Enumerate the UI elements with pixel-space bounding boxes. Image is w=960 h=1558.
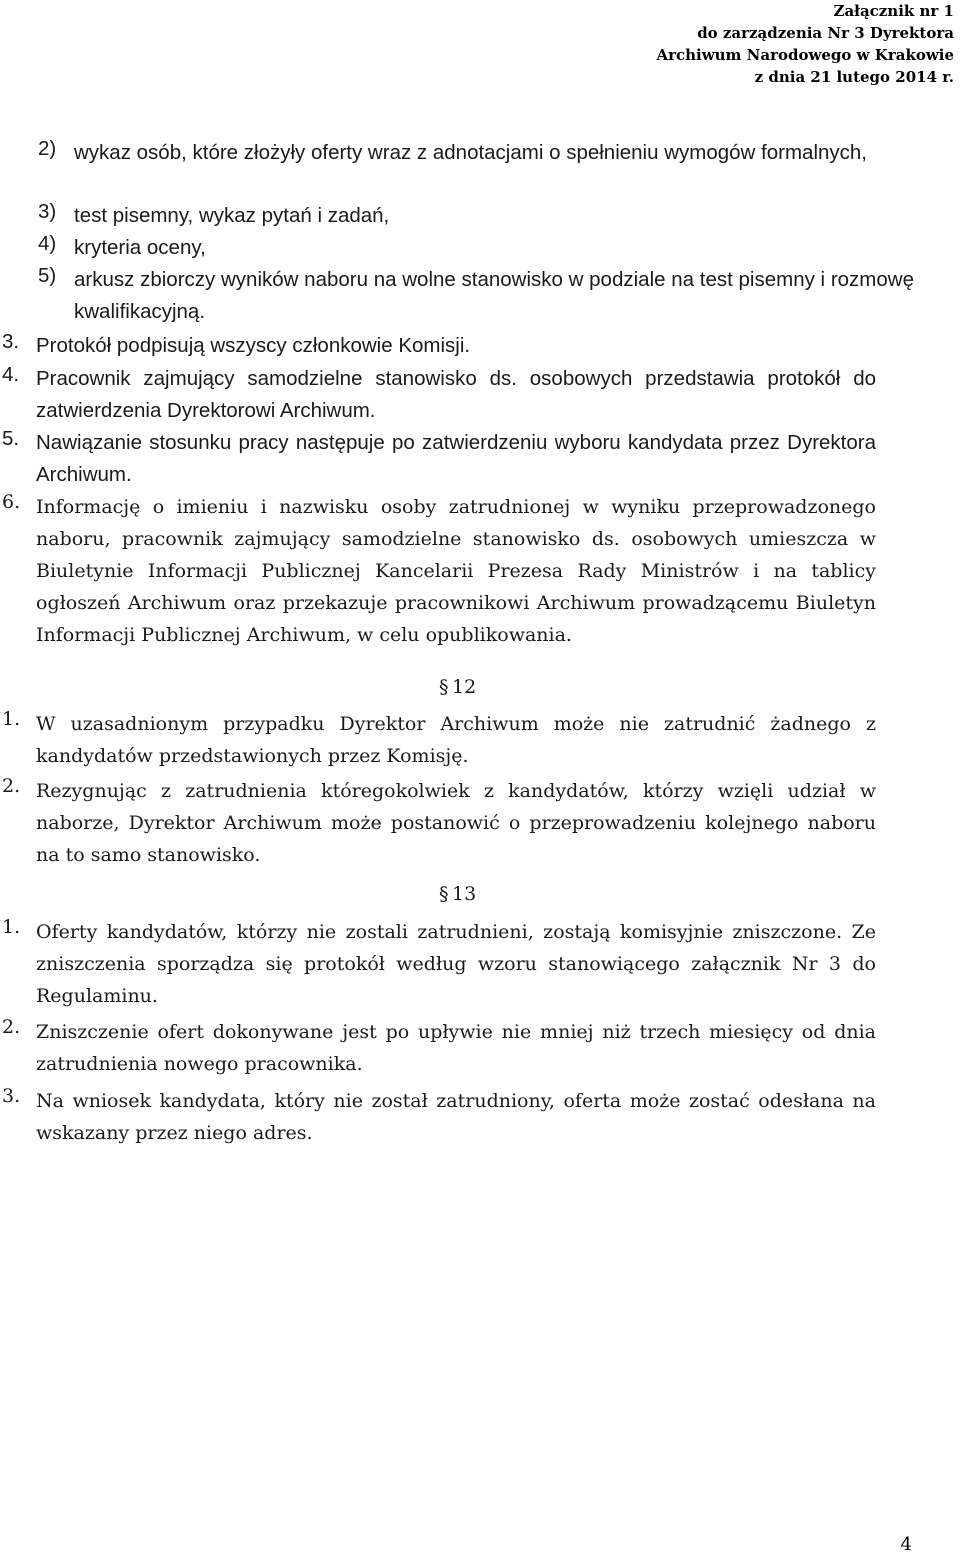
header-line-3: Archiwum Narodowego w Krakowie: [656, 46, 954, 64]
list-item: [0, 330, 876, 362]
list-item: [0, 1016, 876, 1080]
attachment-header: [656, 0, 954, 88]
header-line-2: do zarządzenia Nr 3 Dyrektora: [697, 24, 954, 42]
list-item-text: Oferty kandydatów, którzy nie zostali zatrudnieni, zostają komisyjnie zniszczone. Ze zniszczenia sporządza się protokół według wzoru stanowiącego załącznik Nr 3 do Regulaminu.: [36, 921, 876, 1007]
list-item-text: Informację o imieniu i nazwisku osoby zatrudnionej w wyniku przeprowadzonego naboru, pracownik zajmujący samodzielne stanowisko ds. osobowych umieszcza w Biuletynie Informacji Publicznej Kancelarii Prezesa Rady Ministrów i na tablicy ogłoszeń Archiwum oraz przekazuje pracownikowi Archiwum prowadzącemu Biuletyn Informacji Publicznej Archiwum, w celu opublikowania.: [36, 496, 876, 646]
list-item: [38, 137, 914, 169]
list-item-number: 4): [38, 232, 57, 255]
list-item: [0, 363, 876, 426]
list-item-number: 5.: [2, 427, 20, 450]
paragraph-sign: §: [439, 676, 449, 698]
list-item: [0, 427, 876, 490]
section-number: 12: [452, 676, 477, 698]
list-item-text: Nawiązanie stosunku pracy następuje po zatwierdzeniu wyboru kandydata przez Dyrektora Archiwum.: [36, 431, 876, 486]
page-number: 4: [900, 1534, 912, 1555]
list-item: [0, 1085, 876, 1149]
list-item-number: 1.: [2, 708, 21, 730]
list-item-number: 4.: [2, 363, 20, 386]
list-item-text: Protokół podpisują wszyscy członkowie Komisji.: [36, 334, 471, 357]
list-item-number: 2): [38, 137, 57, 160]
list-item: [38, 200, 914, 232]
list-item: [0, 916, 876, 1012]
list-item-text: test pisemny, wykaz pytań i zadań,: [74, 204, 390, 227]
list-item-text: W uzasadnionym przypadku Dyrektor Archiwum może nie zatrudnić żadnego z kandydatów przedstawionych przez Komisję.: [36, 713, 876, 767]
list-item-number: 2.: [2, 1016, 21, 1038]
list-item: [0, 775, 876, 871]
list-item: [38, 264, 914, 327]
list-item-number: 2.: [2, 775, 21, 797]
list-item: [0, 708, 876, 772]
list-item-text: kryteria oceny,: [74, 236, 206, 259]
list-item: [38, 232, 914, 264]
paragraph-sign: §: [439, 883, 449, 905]
list-item-text: Rezygnując z zatrudnienia któregokolwiek z kandydatów, którzy wzięli udział w naborze, Dyrektor Archiwum może postanowić o przeprowadzeniu kolejnego naboru na to samo stanowisko.: [36, 780, 876, 866]
list-item-number: 3): [38, 200, 57, 223]
list-item-text: Zniszczenie ofert dokonywane jest po upływie nie mniej niż trzech miesięcy od dnia zatrudnienia nowego pracownika.: [36, 1021, 876, 1075]
list-item-text: Na wniosek kandydata, który nie został zatrudniony, oferta może zostać odesłana na wskazany przez niego adres.: [36, 1090, 876, 1144]
list-item: [0, 491, 876, 651]
header-line-1: Załącznik nr 1: [833, 2, 954, 20]
list-item-number: 6.: [2, 491, 21, 513]
list-item-text: Pracownik zajmujący samodzielne stanowisko ds. osobowych przedstawia protokół do zatwierdzenia Dyrektorowi Archiwum.: [36, 367, 876, 422]
section-number: 13: [452, 883, 477, 905]
list-item-number: 1.: [2, 916, 21, 938]
list-item-text: arkusz zbiorczy wyników naboru na wolne stanowisko w podziale na test pisemny i rozmowę kwalifikacyjną.: [74, 268, 914, 323]
list-item-number: 3.: [2, 1085, 21, 1107]
list-item-text: wykaz osób, które złożyły oferty wraz z adnotacjami o spełnieniu wymogów formalnych,: [74, 141, 867, 164]
list-item-number: 5): [38, 264, 57, 287]
list-item-number: 3.: [2, 330, 20, 353]
header-line-4: z dnia 21 lutego 2014 r.: [754, 68, 954, 86]
